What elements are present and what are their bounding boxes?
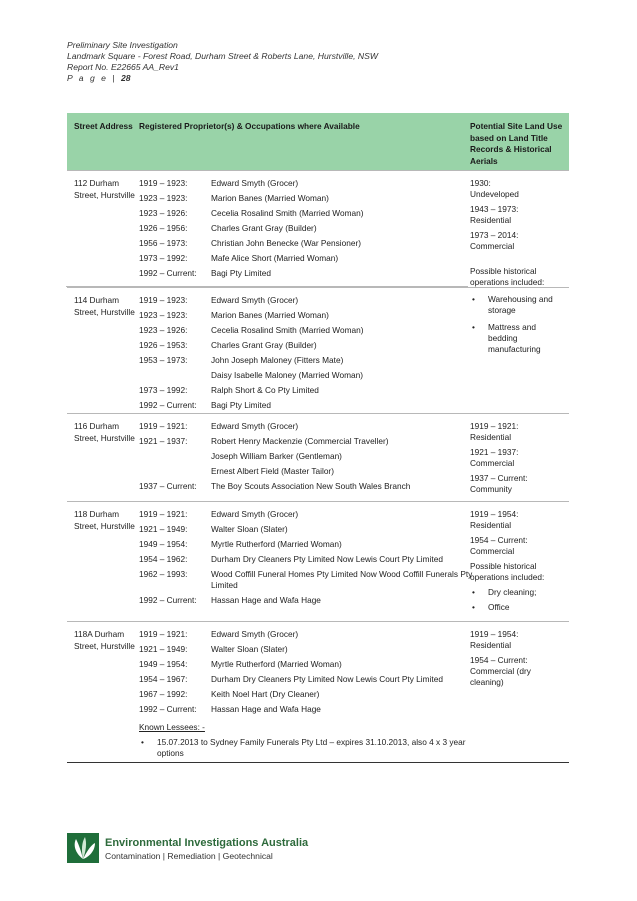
section-118a-durham [67,621,569,762]
land-use-value: Community [470,484,512,494]
eia-logo-icon [67,833,99,863]
years: 1953 – 1973: [139,355,188,365]
years: 1956 – 1973: [139,238,188,248]
leaf-icon [67,833,99,863]
proprietor: Charles Grant Gray (Builder) [211,223,317,233]
land-use-value: Residential [470,432,512,442]
proprietor: Bagi Pty Limited [211,400,271,410]
years: 1954 – 1967: [139,674,188,684]
proprietor: Bagi Pty Limited [211,268,271,278]
proprietor: Cecelia Rosalind Smith (Married Woman) [211,208,364,218]
report-number: Report No. E22665 AA_Rev1 [67,62,179,72]
page-label: P a g e | [67,73,117,83]
years: 1919 – 1921: [139,629,188,639]
years: 1973 – 1992: [139,385,188,395]
years: 1954 – 1962: [139,554,188,564]
land-use-period: 1919 – 1921: [470,421,519,431]
years: 1921 – 1949: [139,524,188,534]
land-use-period: 1937 – Current: [470,473,528,483]
street-address: 114 Durham Street, Hurstville [74,295,135,317]
years: 1919 – 1921: [139,509,188,519]
years: 1962 – 1993: [139,569,188,579]
proprietor: Ralph Short & Co Pty Limited [211,385,319,395]
years: 1923 – 1923: [139,193,188,203]
proprietor: Marion Banes (Married Woman) [211,193,329,203]
years: 1973 – 1992: [139,253,188,263]
operation-item: • Warehousing and storage [470,294,566,316]
report-title: Preliminary Site Investigation [67,40,178,50]
proprietor: Mafe Alice Short (Married Woman) [211,253,339,263]
land-use-period: 1921 – 1937: [470,447,519,457]
header-land-use: Potential Site Land Use based on Land Title Records & Historical Aerials [470,121,563,166]
proprietor: Edward Smyth (Grocer) [211,295,299,305]
years: 1992 – Current: [139,704,197,714]
page-indicator [67,73,378,84]
proprietor: Cecelia Rosalind Smith (Married Woman) [211,325,364,335]
years: 1992 – Current: [139,268,197,278]
operation-item: • Dry cleaning; [470,587,566,598]
proprietor: Robert Henry Mackenzie (Commercial Traveller) [211,436,389,446]
years: 1921 – 1949: [139,644,188,654]
proprietor: John Joseph Maloney (Fitters Mate) [211,355,344,365]
land-use-period: 1954 – Current: [470,535,528,545]
land-use-value: Residential [470,215,512,225]
years: 1949 – 1954: [139,539,188,549]
land-use-value: Residential [470,520,512,530]
years: 1967 – 1992: [139,689,188,699]
proprietor: Christian John Benecke (War Pensioner) [211,238,362,248]
proprietor: Walter Sloan (Slater) [211,644,288,654]
street-address: 118A Durham Street, Hurstville [74,629,135,651]
land-use-period: 1919 – 1954: [470,629,519,639]
known-lessees [139,722,475,759]
proprietor: Keith Noel Hart (Dry Cleaner) [211,689,320,699]
operation-item: • Office [470,602,566,613]
company-name: Environmental Investigations Australia [105,837,309,849]
proprietor: Edward Smyth (Grocer) [211,178,299,188]
proprietor: Charles Grant Gray (Builder) [211,340,317,350]
company-tagline: Contamination | Remediation | Geotechnical [105,851,273,861]
land-use-value: Commercial (dry cleaning) [470,666,531,687]
land-title-table [67,113,569,763]
operation-item: • Mattress and bedding manufacturing [470,322,566,355]
row-divider [66,286,468,287]
land-use-period: 1930: [470,178,491,188]
land-use-value: Commercial [470,458,515,468]
proprietor: Walter Sloan (Slater) [211,524,288,534]
proprietor: Hassan Hage and Wafa Hage [211,704,321,714]
report-site: Landmark Square - Forest Road, Durham Street & Roberts Lane, Hurstville, NSW [67,51,378,61]
section-118-durham [67,501,569,621]
years: 1919 – 1921: [139,421,188,431]
proprietor: Hassan Hage and Wafa Hage [211,595,321,605]
proprietor: Edward Smyth (Grocer) [211,509,299,519]
land-use-cell [470,421,566,495]
years: 1923 – 1926: [139,325,188,335]
proprietor: Edward Smyth (Grocer) [211,421,299,431]
possible-operations-label: Possible historical operations included: [470,561,545,582]
known-lessees-label: Known Lessees: - [139,722,205,732]
street-address: 116 Durham Street, Hurstville [74,421,135,443]
proprietor: Daisy Isabelle Maloney (Married Woman) [211,370,364,380]
land-use-period: 1973 – 2014: [470,230,519,240]
proprietor: Marion Banes (Married Woman) [211,310,329,320]
years: 1926 – 1956: [139,223,188,233]
page-number: 28 [120,73,131,83]
proprietor: Edward Smyth (Grocer) [211,629,299,639]
header-street-address: Street Address [74,121,133,131]
proprietor: Ernest Albert Field (Master Tailor) [211,466,334,476]
land-use-value: Commercial [470,241,515,251]
land-use-cell [470,629,566,688]
land-use-period: 1954 – Current: [470,655,528,665]
proprietor: Myrtle Rutherford (Married Woman) [211,539,342,549]
years: 1926 – 1953: [139,340,188,350]
land-use-period: 1943 – 1973: [470,204,519,214]
years: 1949 – 1954: [139,659,188,669]
header-proprietors: Registered Proprietor(s) & Occupations where Available [139,121,360,131]
years: 1921 – 1937: [139,436,188,446]
table-header [67,113,569,170]
years: 1923 – 1926: [139,208,188,218]
land-use-value: Residential [470,640,512,650]
years: 1937 – Current: [139,481,197,491]
street-address: 112 Durham Street, Hurstville [74,178,135,200]
years: 1992 – Current: [139,400,197,410]
proprietor: Myrtle Rutherford (Married Woman) [211,659,342,669]
report-header [67,40,378,84]
land-use-value: Undeveloped [470,189,519,199]
land-use-value: Commercial [470,546,515,556]
possible-operations-label: Possible historical operations included: [470,266,545,287]
section-116-durham [67,413,569,501]
years: 1919 – 1923: [139,295,188,305]
proprietor: Joseph William Barker (Gentleman) [211,451,342,461]
lessee-item: • 15.07.2013 to Sydney Family Funerals Pty Ltd – expires 31.10.2013, also 4 x 3 year options [139,737,475,759]
land-use-cell [470,178,566,355]
years: 1992 – Current: [139,595,197,605]
proprietor: The Boy Scouts Association New South Wales Branch [211,481,411,491]
land-use-cell [470,509,566,613]
street-address: 118 Durham Street, Hurstville [74,509,135,531]
years: 1923 – 1923: [139,310,188,320]
land-use-period: 1919 – 1954: [470,509,519,519]
proprietor: Durham Dry Cleaners Pty Limited Now Lewis Court Pty Limited [211,554,443,564]
proprietor: Durham Dry Cleaners Pty Limited Now Lewis Court Pty Limited [211,674,443,684]
proprietor: Wood Coffill Funeral Homes Pty Limited Now Wood Coffill Funerals Pty Limited [211,569,473,590]
years: 1919 – 1923: [139,178,188,188]
